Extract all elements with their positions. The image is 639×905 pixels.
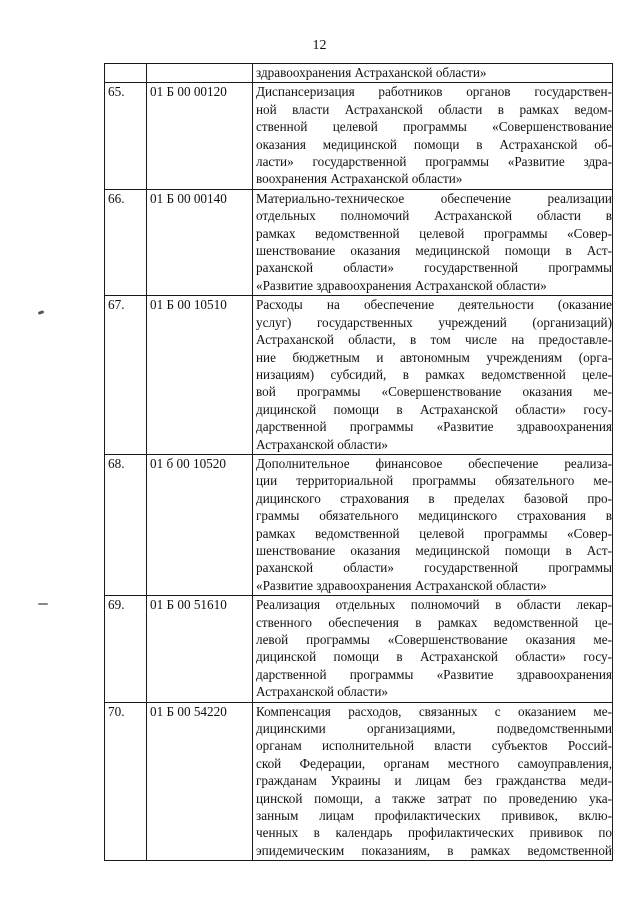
classification-code-cell	[147, 64, 253, 83]
description-line: Дополнительное финансовое обеспечение реализа-	[256, 455, 612, 471]
description-line: ции территориальной программы обязательного ме-	[256, 473, 612, 489]
description-line: ственного обеспечения в рамках ведомственной це-	[256, 614, 612, 630]
table-body	[105, 64, 613, 861]
row-number-cell: 69.	[105, 596, 147, 702]
classification-code-cell: 01 Б 00 00140	[147, 189, 253, 295]
table-row	[105, 83, 613, 189]
description-line: вой программы «Совершенствование оказания ме-	[256, 384, 612, 400]
description-line: Расходы на обеспечение деятельности (оказание	[256, 297, 612, 313]
description-line: дарственной программы «Развитие здравоохранения	[256, 419, 612, 435]
scan-mark	[38, 603, 48, 605]
description-line: воохранения Астраханской области»	[256, 171, 463, 187]
description-line: Астраханской области, в том числе на предоставле-	[256, 332, 612, 348]
description-line: органам исполнительной власти субъектов Россий-	[256, 738, 612, 754]
description-line: Реализация отдельных полномочий в области лекар-	[256, 597, 612, 613]
description-cell	[253, 596, 613, 702]
description-line: дицинской помощи в Астраханской области» госу-	[256, 649, 612, 665]
page-number: 12	[312, 38, 327, 53]
description-line: ской Федерации, органам местного самоуправления,	[256, 755, 612, 771]
description-line: гражданам Украины и лицам без гражданства меди-	[256, 773, 612, 789]
description-line: ченных в календарь профилактических прививок по	[256, 825, 612, 841]
description-cell	[253, 454, 613, 595]
description-cell	[253, 296, 613, 455]
description-line: левой программы «Совершенствование оказания ме-	[256, 632, 612, 647]
description-line: Астраханской области»	[256, 436, 388, 452]
description-line: низациям) субсидий, в рамках ведомственной целе-	[256, 366, 612, 382]
description-line: дарственной программы «Развитие здравоохранения	[256, 666, 612, 682]
description-cell	[253, 83, 613, 189]
description-line: ние бюджетным и автономным учреждениям (орга-	[256, 349, 612, 365]
description-cell	[253, 64, 613, 83]
table-row	[105, 702, 613, 861]
description-line: «Развитие здравоохранения Астраханской области»	[256, 577, 547, 593]
description-line: дицинскими организациями, подведомственными	[256, 721, 612, 737]
description-line: оказания медицинской помощи в Астраханской об-	[256, 136, 612, 152]
description-line: отдельных полномочий Астраханской области в	[256, 208, 612, 224]
description-line: рамках ведомственной целевой программы «Совер-	[256, 525, 612, 541]
table-row	[105, 64, 613, 83]
row-number-cell	[105, 64, 147, 83]
description-cell	[253, 189, 613, 295]
description-line: ласти» государственной программы «Развитие здра-	[256, 154, 612, 170]
table-row	[105, 296, 613, 455]
table-row	[105, 189, 613, 295]
description-line: эпидемическим показаниям, в рамках ведомственной	[256, 842, 612, 858]
description-line: занным лицам профилактических прививок, вклю-	[256, 808, 612, 824]
description-line: граммы обязательного медицинского страхования в	[256, 508, 612, 524]
scan-mark	[38, 310, 45, 315]
row-number-cell: 66.	[105, 189, 147, 295]
description-line: дицинского страхования в пределах базовой про-	[256, 490, 612, 506]
row-number-cell: 67.	[105, 296, 147, 455]
description-line: шенствование оказания медицинской помощи в Аст-	[256, 542, 612, 558]
description-line: раханской области» государственной программы	[256, 260, 612, 276]
description-line: рамках ведомственной целевой программы «Совер-	[256, 225, 612, 241]
classification-code-cell: 01 б 00 10520	[147, 454, 253, 595]
description-line: Астраханской области»	[256, 684, 388, 700]
description-line: здравоохранения Астраханской области»	[256, 65, 487, 80]
description-line: шенствование оказания медицинской помощи в Аст-	[256, 243, 612, 259]
description-line: цинской помощи, а также затрат по проведению ука-	[256, 790, 612, 806]
description-line: Диспансеризация работников органов государствен-	[256, 84, 612, 100]
classification-code-cell: 01 Б 00 54220	[147, 702, 253, 861]
classification-code-cell: 01 Б 00 10510	[147, 296, 253, 455]
description-line: ной власти Астраханской области в рамках ведом-	[256, 101, 612, 117]
description-line: Материально-техническое обеспечение реализации	[256, 190, 612, 206]
classification-code-cell: 01 Б 00 00120	[147, 83, 253, 189]
description-cell	[253, 702, 613, 861]
row-number-cell: 70.	[105, 702, 147, 861]
description-line: раханской области» государственной программы	[256, 560, 612, 576]
description-line: «Развитие здравоохранения Астраханской области»	[256, 277, 547, 293]
description-line: ственной целевой программы «Совершенствование	[256, 119, 612, 135]
table-row	[105, 596, 613, 702]
description-line: услуг) государственных учреждений (организаций)	[256, 314, 612, 330]
row-number-cell: 68.	[105, 454, 147, 595]
description-line: Компенсация расходов, связанных с оказанием ме-	[256, 703, 612, 719]
classification-code-cell: 01 Б 00 51610	[147, 596, 253, 702]
budget-classification-table	[104, 63, 613, 861]
table-row	[105, 454, 613, 595]
row-number-cell: 65.	[105, 83, 147, 189]
description-line: дицинской помощи в Астраханской области» госу-	[256, 401, 612, 417]
